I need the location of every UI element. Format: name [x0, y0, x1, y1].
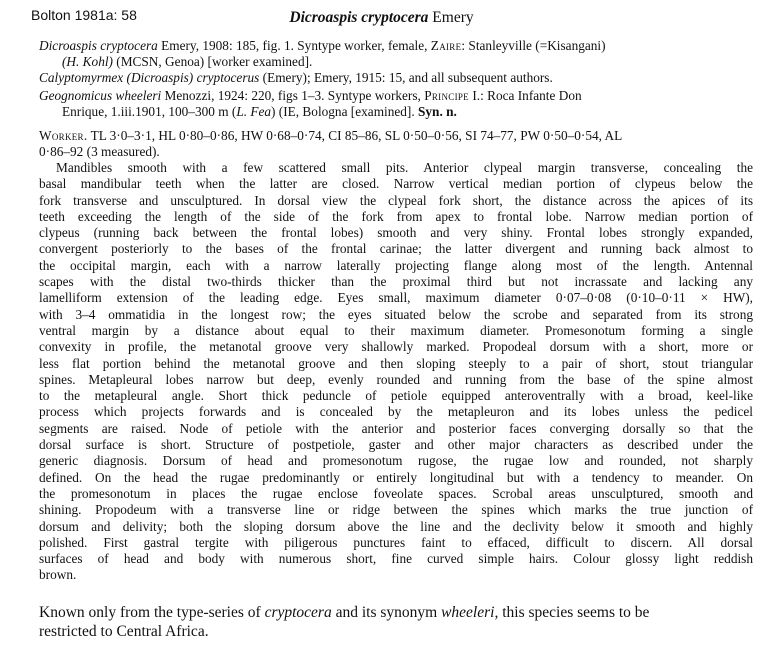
description-line: shining. Propodeum with a transverse line or ridge between the spines which marks the true junction of: [39, 502, 753, 518]
description-line: segments are raised. Node of petiole with the anterior and posterior faces converging dorsally so that the: [39, 420, 753, 436]
synonymy-text: I.: Roca Infante Don: [469, 88, 582, 103]
description-line: surfaces of head and body with numerous short, fine curved simple hairs. Colour glossy light reddish: [39, 551, 753, 567]
distribution-line: [39, 603, 753, 622]
distribution-text: this species seems to be: [498, 604, 650, 621]
description-line: dorsum and delivity; both the sloping dorsum above the line and the declivity below it smooth and highly: [39, 518, 753, 534]
synonymy-text: Syn. n.: [418, 104, 457, 120]
distribution-text: and its synonym: [331, 604, 442, 621]
description-line: fork transverse and unsculptured. In dorsal view the clypeal fork short, the distance across the apices of its: [39, 192, 753, 208]
description-line: Mandibles smooth with a few scattered small pits. Anterior clypeal margin transverse, concealing the: [56, 160, 753, 175]
description-line: defined. On the head the rugae predominantly or entirely longitudinal but with a tendency to meander. On: [39, 469, 753, 485]
description-line: the occipital margin, each with a narrow laterally projecting flange along most of the length. Antennal: [39, 257, 753, 273]
species-name: Dicroaspis cryptocera: [289, 9, 429, 26]
taxon-name: Calyptomyrmex (Dicroaspis) cryptocerus: [39, 70, 260, 85]
synonymy-text: ) (IE, Bologna [examined].: [271, 104, 419, 120]
distribution-line: restricted to Central Africa.: [39, 623, 209, 640]
description-line: scapes with the distal two-thirds thicker than the proximal third but not incrassate and lacking any: [39, 274, 753, 290]
description-line: brown.: [39, 567, 77, 583]
description-line: process which projects forwards and is concealed by the metapleuron and its lobes unless the pedicel: [39, 404, 753, 420]
description-line: ventral margin by a distance about equal to their maximum diameter. Promesonotum forming a single: [39, 322, 753, 338]
description-paragraph: [39, 160, 753, 584]
distribution-text: Known only from the type-series of: [39, 604, 265, 621]
synonymy-line: [39, 70, 759, 86]
synonymy-line: [39, 38, 759, 54]
description-line: basal mandibular teeth when the latter are closed. Narrow vertical median portion of clypeus below the: [39, 176, 753, 192]
taxon-name: Geognomicus wheeleri: [39, 88, 162, 103]
synonymy-text: Emery, 1908: 185, fig. 1. Syntype worker, female,: [157, 38, 431, 53]
taxon-name: L. Fea: [236, 104, 272, 120]
description-line: the promesonotum in places the rugae enclose foveolate spaces. Scrobal areas unsculptured, smooth and: [39, 485, 753, 501]
description-line: spines. Metapleural lobes narrow but deep, evenly rounded and running from the base of the spine almost: [39, 371, 753, 387]
synonymy-line: [39, 54, 759, 70]
description-line: less flat portion behind the metanotal groove and then sloping steeply to a pair of short, stout triangular: [39, 355, 753, 371]
distribution-note: [39, 603, 753, 641]
synonymy-text: (MCSN, Genoa) [worker examined].: [112, 54, 313, 70]
description-line: lamelliform extension of the leading edge. Eyes small, maximum diameter 0·07–0·08 (0·10–0·11 × HW),: [39, 290, 753, 306]
citation-label: Bolton 1981a: 58: [31, 7, 137, 23]
taxon-name: wheeleri,: [441, 604, 499, 621]
synonymy-text: Enrique, 1.iii.1901, 100–300 m (: [62, 104, 237, 120]
synonymy-text: : Stanleyville (=Kisangani): [461, 38, 606, 53]
synonymy-line: [39, 104, 759, 120]
description-line: teeth exceeding the length of the side of the fork from apex to frontal lobe. Narrow median portion of: [39, 208, 753, 224]
description-line: generic diagnosis. Dorsum of head and promesonotum rugose, the rugae low and rounded, not sharply: [39, 453, 753, 469]
synonymy-entry: [39, 88, 759, 121]
description-line: to the metapleural angle. Short thick peduncle of petiole equipped anteroventrally with a broad, keel-like: [39, 388, 753, 404]
worker-measurements: [39, 128, 759, 161]
locality-name: Zaire: [430, 38, 462, 53]
measurements-line-2: 0·86–92 (3 measured).: [39, 144, 160, 160]
description-line: dorsal surface is short. Structure of postpetiole, gaster and other major characters as described under the: [39, 437, 753, 453]
taxon-name: (H. Kohl): [62, 54, 113, 70]
description-line: clypeus (running back between the frontal lobes) smooth and very shiny. Frontal lobes strongly expanded,: [39, 225, 753, 241]
locality-name: Principe: [424, 88, 469, 103]
species-author: Emery: [432, 9, 474, 26]
description-line: convergent posteriorly to the bases of the frontal carinae; the latter divergent and running back almost to: [39, 241, 753, 257]
species-title: [0, 9, 763, 27]
synonymy-line: [39, 88, 759, 104]
taxon-name: Dicroaspis cryptocera: [39, 38, 158, 53]
taxon-name: cryptocera: [264, 604, 332, 621]
description-line: with 3–4 ommatidia in the longest row; the eyes situated below the scrobe and separated from its strong: [39, 306, 753, 322]
description-line: convexity in profile, the metanotal groove very shallowly marked. Propodeal dorsum with a short, more or: [39, 339, 753, 355]
synonymy-entry: [39, 70, 759, 86]
synonymy-entry: [39, 38, 759, 71]
synonymy-text: Menozzi, 1924: 220, figs 1–3. Syntype workers,: [161, 88, 425, 103]
synonymy-text: (Emery); Emery, 1915: 15, and all subsequent authors.: [259, 70, 553, 85]
measurements-line-1: TL 3·0–3·1, HL 0·80–0·86, HW 0·68–0·74, CI 85–86, SL 0·50–0·56, SI 74–77, PW 0·50–0·54, AL: [87, 128, 623, 143]
caste-label: Worker.: [39, 128, 88, 143]
description-line: polished. First gastral tergite with piligerous punctures faint to effaced, difficult to discern. All dorsal: [39, 534, 753, 550]
